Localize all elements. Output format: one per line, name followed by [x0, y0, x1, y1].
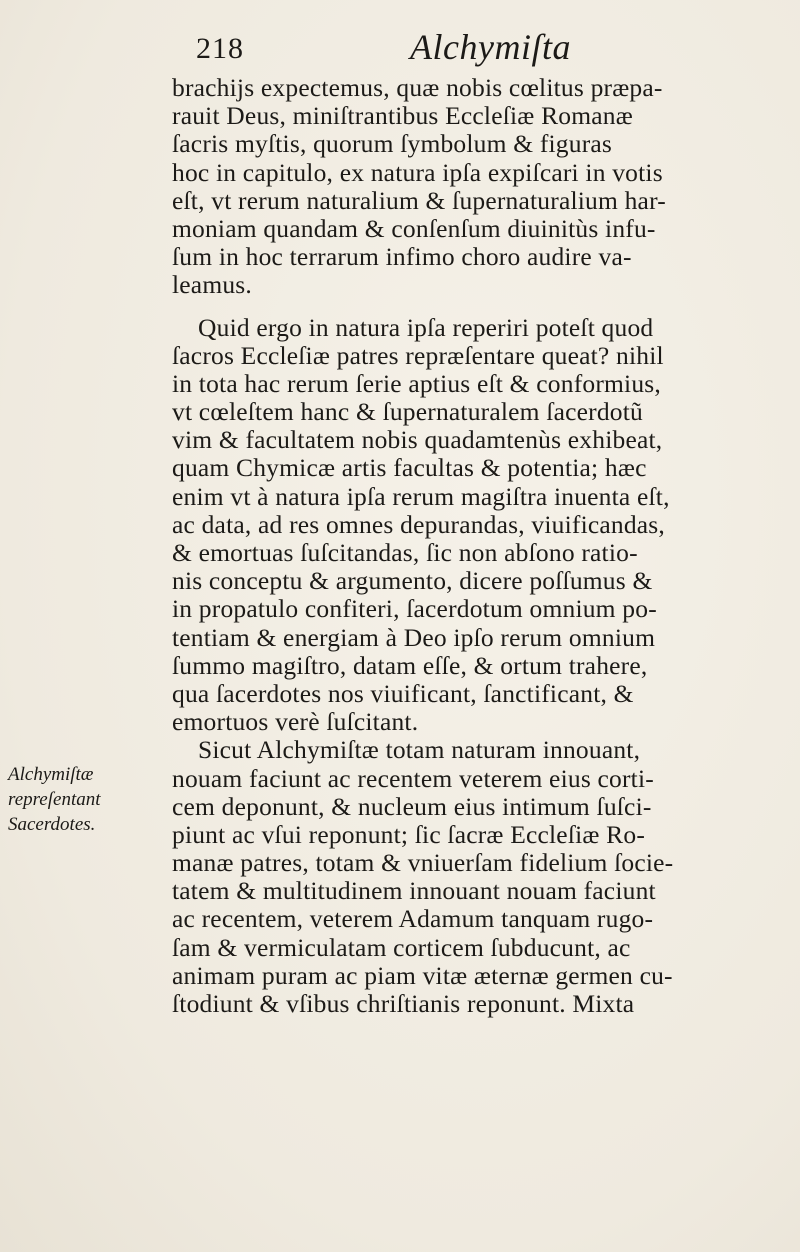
- text-line: Sicut Alchymiſtæ totam naturam innouant,: [198, 735, 641, 765]
- marginal-note-line: Sacerdotes.: [8, 814, 96, 835]
- text-line: piunt ac vſui reponunt; ſic ſacræ Eccleſiæ Ro-: [172, 819, 646, 849]
- running-head: Alchymiſta: [410, 27, 571, 67]
- paragraph-2: [172, 314, 792, 737]
- text-line: hoc in capitulo, ex natura ipſa expiſcari in votis: [172, 157, 663, 187]
- text-line: ac recentem, veterem Adamum tanquam rugo-: [172, 904, 654, 934]
- text-line: eſt, vt rerum naturalium & ſupernaturalium har-: [172, 185, 666, 215]
- text-line: nis conceptu & argumento, dicere poſſumus &: [172, 566, 653, 596]
- text-line: manæ patres, totam & vniuerſam fidelium ſocie-: [172, 848, 674, 878]
- text-line: ſam & vermiculatam corticem ſubducunt, ac: [172, 932, 631, 962]
- text-line: leamus.: [172, 270, 253, 300]
- text-line: vim & facultatem nobis quadamtenùs exhibeat,: [172, 425, 663, 455]
- text-line: tentiam & energiam à Deo ipſo rerum omnium: [172, 622, 656, 652]
- paragraph-3: [172, 736, 792, 1018]
- text-line: ſtodiunt & vſibus chriſtianis reponunt. Mixta: [172, 989, 635, 1018]
- text-line: Quid ergo in natura ipſa reperiri poteſt quod: [198, 312, 654, 342]
- text-line: quam Chymicæ artis facultas & potentia; hæc: [172, 453, 647, 483]
- text-line: animam puram ac piam vitæ æternæ germen cu-: [172, 960, 673, 990]
- text-line: ſacros Eccleſiæ patres repræſentare queat? nihil: [172, 340, 664, 370]
- text-line: enim vt à natura ipſa rerum magiſtra inuenta eſt,: [172, 481, 670, 511]
- text-line: moniam quandam & conſenſum diuinitùs infu-: [172, 213, 656, 243]
- marginal-note-line: repreſentant: [8, 789, 101, 810]
- paragraph-1: [172, 74, 792, 300]
- text-line: brachijs expectemus, quæ nobis cœlitus præpa-: [172, 73, 663, 102]
- text-line: vt cœleſtem hanc & ſupernaturalem ſacerdotũ: [172, 397, 643, 427]
- body-text: [172, 74, 792, 1018]
- paragraph-spacer: [172, 300, 792, 314]
- text-line: tatem & multitudinem innouant nouam faciunt: [172, 876, 656, 906]
- text-line: qua ſacerdotes nos viuificant, ſanctificant, &: [172, 678, 634, 708]
- marginal-note-line: Alchymiſtæ: [8, 764, 94, 785]
- text-line: cem deponunt, & nucleum eius intimum ſuſci-: [172, 791, 652, 821]
- page-header: [0, 24, 800, 74]
- text-line: nouam faciunt ac recentem veterem eius corti-: [172, 763, 654, 793]
- text-line: in propatulo confiteri, ſacerdotum omnium po-: [172, 594, 657, 624]
- text-line: in tota hac rerum ſerie aptius eſt & conformius,: [172, 368, 661, 398]
- text-line: ac data, ad res omnes depurandas, viuificandas,: [172, 509, 666, 539]
- text-line: ſum in hoc terrarum infimo choro audire va-: [172, 242, 632, 272]
- page-number: 218: [196, 32, 244, 65]
- text-line: ſacris myſtis, quorum ſymbolum & figuras: [172, 129, 613, 159]
- text-line: emortuos verè ſuſcitant.: [172, 707, 419, 737]
- text-line: rauit Deus, miniſtrantibus Eccleſiæ Romanæ: [172, 101, 633, 131]
- marginal-note: [8, 762, 173, 837]
- text-line: & emortuas ſuſcitandas, ſic non abſono ratio-: [172, 538, 638, 567]
- text-line: ſummo magiſtro, datam eſſe, & ortum trahere,: [172, 650, 648, 680]
